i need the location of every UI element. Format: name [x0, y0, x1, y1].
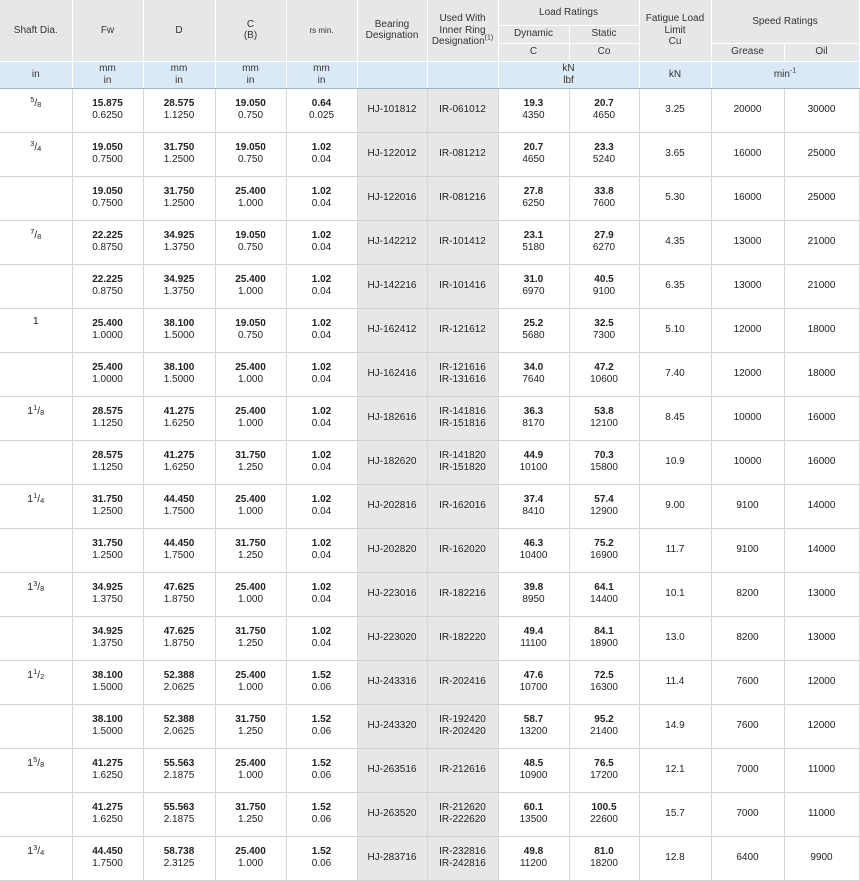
- cell-c: 31.750 1.250: [215, 616, 286, 660]
- cell-c: 25.400 1.000: [215, 264, 286, 308]
- cell-inner-ring: IR-202416: [427, 660, 498, 704]
- cell-inner-ring: IR-182216: [427, 572, 498, 616]
- cell-shaft-dia: 1: [0, 308, 72, 352]
- cell-rs: 1.02 0.04: [286, 176, 357, 220]
- cell-grease: 13000: [711, 220, 784, 264]
- cell-d: 38.100 1.5000: [143, 352, 215, 396]
- cell-fw: 15.875 0.6250: [72, 88, 143, 132]
- header-bearing-designation: Bearing Designation: [357, 0, 427, 61]
- cell-fatigue: 9.00: [639, 484, 711, 528]
- cell-fatigue: 5.30: [639, 176, 711, 220]
- cell-bearing-designation: HJ-122012: [357, 132, 427, 176]
- cell-rs: 1.02 0.04: [286, 396, 357, 440]
- table-row: [0, 792, 859, 836]
- cell-static: 27.9 6270: [569, 220, 639, 264]
- cell-shaft-dia: [0, 220, 72, 264]
- cell-oil: 18000: [784, 352, 859, 396]
- cell-grease: 13000: [711, 264, 784, 308]
- cell-grease: 8200: [711, 616, 784, 660]
- cell-static: 53.8 12100: [569, 396, 639, 440]
- cell-rs: 1.52 0.06: [286, 836, 357, 880]
- cell-rs: 1.02 0.04: [286, 220, 357, 264]
- cell-oil: 9900: [784, 836, 859, 880]
- cell-d: 52.388 2.0625: [143, 704, 215, 748]
- cell-shaft-dia: [0, 704, 72, 748]
- cell-c: 31.750 1.250: [215, 440, 286, 484]
- cell-fw: 28.575 1.1250: [72, 440, 143, 484]
- cell-fw: 31.750 1.2500: [72, 484, 143, 528]
- cell-shaft-dia: $1^1/4$: [0, 484, 72, 528]
- cell-dynamic: 23.1 5180: [498, 220, 569, 264]
- cell-dynamic: 46.3 10400: [498, 528, 569, 572]
- cell-c: 31.750 1.250: [215, 792, 286, 836]
- table-row: [0, 484, 859, 528]
- table-body: [0, 88, 859, 880]
- cell-d: 47.625 1.8750: [143, 616, 215, 660]
- cell-static: 32.5 7300: [569, 308, 639, 352]
- cell-d: 55.563 2.1875: [143, 792, 215, 836]
- header-grease: Grease: [711, 43, 784, 61]
- cell-rs: 1.02 0.04: [286, 440, 357, 484]
- cell-oil: 21000: [784, 264, 859, 308]
- cell-d: 44.450 1.7500: [143, 484, 215, 528]
- cell-grease: 9100: [711, 484, 784, 528]
- cell-dynamic: 20.7 4650: [498, 132, 569, 176]
- cell-dynamic: 49.8 11200: [498, 836, 569, 880]
- unit-min: $\min^{-1}$: [711, 61, 859, 88]
- cell-dynamic: 48.5 10900: [498, 748, 569, 792]
- cell-shaft-dia: $1^1/8$: [0, 396, 72, 440]
- cell-fw: 22.225 0.8750: [72, 220, 143, 264]
- cell-c: 19.050 0.750: [215, 88, 286, 132]
- header-speed-ratings: Speed Ratings: [711, 0, 859, 43]
- fraction: $^1$/8: [33, 402, 45, 417]
- cell-bearing-designation: HJ-263516: [357, 748, 427, 792]
- cell-d: 55.563 2.1875: [143, 748, 215, 792]
- cell-oil: 21000: [784, 220, 859, 264]
- unit-blank-bearing: [357, 61, 427, 88]
- cell-oil: 16000: [784, 440, 859, 484]
- cell-bearing-designation: HJ-223016: [357, 572, 427, 616]
- cell-dynamic: 36.3 8170: [498, 396, 569, 440]
- cell-oil: 16000: [784, 396, 859, 440]
- cell-c: 19.050 0.750: [215, 308, 286, 352]
- cell-oil: 30000: [784, 88, 859, 132]
- cell-fatigue: 3.65: [639, 132, 711, 176]
- header-fw: Fw: [72, 0, 143, 61]
- table-row: [0, 440, 859, 484]
- cell-rs: 1.52 0.06: [286, 792, 357, 836]
- header-c0: Co: [569, 43, 639, 61]
- cell-fw: 25.400 1.0000: [72, 308, 143, 352]
- unit-kn-lbf: kN lbf: [498, 61, 639, 88]
- unit-mm-in-d: mm in: [143, 61, 215, 88]
- fraction: $^1$/4: [33, 490, 45, 505]
- cell-rs: 1.02 0.04: [286, 264, 357, 308]
- cell-bearing-designation: HJ-243316: [357, 660, 427, 704]
- cell-inner-ring: IR-081212: [427, 132, 498, 176]
- cell-fw: 38.100 1.5000: [72, 704, 143, 748]
- cell-bearing-designation: HJ-243320: [357, 704, 427, 748]
- cell-fatigue: 15.7: [639, 792, 711, 836]
- table-row: [0, 616, 859, 660]
- cell-bearing-designation: HJ-182620: [357, 440, 427, 484]
- unit-blank-inner: [427, 61, 498, 88]
- cell-grease: 6400: [711, 836, 784, 880]
- cell-grease: 7000: [711, 792, 784, 836]
- cell-inner-ring: IR-162016: [427, 484, 498, 528]
- table-row: [0, 396, 859, 440]
- cell-shaft-dia: [0, 176, 72, 220]
- cell-bearing-designation: HJ-263520: [357, 792, 427, 836]
- cell-oil: 25000: [784, 132, 859, 176]
- cell-static: 70.3 15800: [569, 440, 639, 484]
- header-oil: Oil: [784, 43, 859, 61]
- cell-fw: 44.450 1.7500: [72, 836, 143, 880]
- cell-static: 81.0 18200: [569, 836, 639, 880]
- fraction: $^3$/4: [33, 842, 45, 857]
- table-row: [0, 572, 859, 616]
- cell-inner-ring: IR-162020: [427, 528, 498, 572]
- cell-c: 31.750 1.250: [215, 704, 286, 748]
- cell-d: 38.100 1.5000: [143, 308, 215, 352]
- cell-dynamic: 25.2 5680: [498, 308, 569, 352]
- table-row: [0, 88, 859, 132]
- cell-bearing-designation: HJ-283716: [357, 836, 427, 880]
- cell-static: 40.5 9100: [569, 264, 639, 308]
- cell-inner-ring: IR-141820 IR-151820: [427, 440, 498, 484]
- cell-d: 52.388 2.0625: [143, 660, 215, 704]
- cell-fw: 19.050 0.7500: [72, 176, 143, 220]
- cell-fatigue: 5.10: [639, 308, 711, 352]
- cell-fw: 34.925 1.3750: [72, 616, 143, 660]
- cell-oil: 18000: [784, 308, 859, 352]
- unit-mm-in-fw: mm in: [72, 61, 143, 88]
- table-row: [0, 660, 859, 704]
- cell-fatigue: 11.7: [639, 528, 711, 572]
- cell-inner-ring: IR-182220: [427, 616, 498, 660]
- cell-inner-ring: IR-121616 IR-131616: [427, 352, 498, 396]
- cell-fatigue: 10.9: [639, 440, 711, 484]
- cell-oil: 13000: [784, 616, 859, 660]
- cell-dynamic: 60.1 13500: [498, 792, 569, 836]
- unit-in: in: [0, 61, 72, 88]
- fraction: $^5$/8: [33, 754, 45, 769]
- header-d: D: [143, 0, 215, 61]
- cell-rs: 1.02 0.04: [286, 528, 357, 572]
- header-c-b: C (B): [215, 0, 286, 61]
- cell-grease: 8200: [711, 572, 784, 616]
- cell-dynamic: 58.7 13200: [498, 704, 569, 748]
- cell-shaft-dia: $1^5/8$: [0, 748, 72, 792]
- cell-bearing-designation: HJ-122016: [357, 176, 427, 220]
- header-static: Static: [569, 25, 639, 43]
- cell-inner-ring: IR-121612: [427, 308, 498, 352]
- cell-bearing-designation: HJ-182616: [357, 396, 427, 440]
- cell-d: 31.750 1.2500: [143, 132, 215, 176]
- cell-rs: 1.02 0.04: [286, 308, 357, 352]
- table-row: [0, 704, 859, 748]
- cell-rs: 1.02 0.04: [286, 616, 357, 660]
- cell-shaft-dia: $1^1/2$: [0, 660, 72, 704]
- cell-shaft-dia: [0, 616, 72, 660]
- header-shaft: Shaft Dia.: [0, 0, 72, 61]
- cell-fw: 25.400 1.0000: [72, 352, 143, 396]
- cell-bearing-designation: HJ-223020: [357, 616, 427, 660]
- header-dynamic: Dynamic: [498, 25, 569, 43]
- cell-bearing-designation: HJ-162412: [357, 308, 427, 352]
- cell-static: 75.2 16900: [569, 528, 639, 572]
- cell-c: 25.400 1.000: [215, 396, 286, 440]
- cell-oil: 25000: [784, 176, 859, 220]
- cell-c: 25.400 1.000: [215, 352, 286, 396]
- cell-grease: 9100: [711, 528, 784, 572]
- cell-dynamic: 47.6 10700: [498, 660, 569, 704]
- cell-static: 95.2 21400: [569, 704, 639, 748]
- cell-dynamic: 39.8 8950: [498, 572, 569, 616]
- cell-oil: 14000: [784, 528, 859, 572]
- cell-inner-ring: IR-141816 IR-151816: [427, 396, 498, 440]
- cell-fw: 19.050 0.7500: [72, 132, 143, 176]
- unit-mm-in-c: mm in: [215, 61, 286, 88]
- cell-dynamic: 44.9 10100: [498, 440, 569, 484]
- cell-rs: 1.02 0.04: [286, 352, 357, 396]
- cell-static: 23.3 5240: [569, 132, 639, 176]
- cell-static: 72.5 16300: [569, 660, 639, 704]
- cell-grease: 7000: [711, 748, 784, 792]
- cell-fatigue: 6.35: [639, 264, 711, 308]
- cell-inner-ring: IR-192420 IR-202420: [427, 704, 498, 748]
- cell-fatigue: 4.35: [639, 220, 711, 264]
- fraction: $^7$/8: [30, 226, 42, 241]
- cell-fatigue: 14.9: [639, 704, 711, 748]
- header-rs: rs min.: [286, 0, 357, 61]
- cell-oil: 12000: [784, 660, 859, 704]
- cell-inner-ring: IR-101412: [427, 220, 498, 264]
- cell-fatigue: 3.25: [639, 88, 711, 132]
- cell-rs: 1.52 0.06: [286, 748, 357, 792]
- cell-fatigue: 8.45: [639, 396, 711, 440]
- header-c: C: [498, 43, 569, 61]
- cell-shaft-dia: [0, 792, 72, 836]
- cell-grease: 12000: [711, 352, 784, 396]
- cell-fw: 38.100 1.5000: [72, 660, 143, 704]
- cell-static: 47.2 10600: [569, 352, 639, 396]
- cell-inner-ring: IR-212616: [427, 748, 498, 792]
- cell-fatigue: 12.1: [639, 748, 711, 792]
- cell-bearing-designation: HJ-202816: [357, 484, 427, 528]
- table-row: [0, 176, 859, 220]
- cell-fw: 34.925 1.3750: [72, 572, 143, 616]
- header-load-ratings: Load Ratings: [498, 0, 639, 25]
- cell-rs: 1.02 0.04: [286, 572, 357, 616]
- header-inner-ring: Used With Inner Ring Designation$^{(1)}$: [427, 0, 498, 61]
- cell-grease: 16000: [711, 176, 784, 220]
- cell-fatigue: 13.0: [639, 616, 711, 660]
- fraction: $^3$/8: [33, 578, 45, 593]
- cell-static: 100.5 22600: [569, 792, 639, 836]
- cell-grease: 16000: [711, 132, 784, 176]
- unit-kn: kN: [639, 61, 711, 88]
- cell-bearing-designation: HJ-142212: [357, 220, 427, 264]
- cell-rs: 1.52 0.06: [286, 660, 357, 704]
- cell-dynamic: 34.0 7640: [498, 352, 569, 396]
- cell-dynamic: 49.4 11100: [498, 616, 569, 660]
- cell-fatigue: 11.4: [639, 660, 711, 704]
- fraction: $^1$/2: [33, 666, 45, 681]
- cell-grease: 10000: [711, 396, 784, 440]
- cell-fatigue: 10.1: [639, 572, 711, 616]
- cell-rs: 1.52 0.06: [286, 704, 357, 748]
- cell-oil: 11000: [784, 748, 859, 792]
- cell-fw: 22.225 0.8750: [72, 264, 143, 308]
- cell-oil: 14000: [784, 484, 859, 528]
- cell-fw: 41.275 1.6250: [72, 792, 143, 836]
- cell-c: 25.400 1.000: [215, 660, 286, 704]
- cell-dynamic: 37.4 8410: [498, 484, 569, 528]
- cell-bearing-designation: HJ-101812: [357, 88, 427, 132]
- cell-d: 44.450 1.7500: [143, 528, 215, 572]
- table-row: [0, 528, 859, 572]
- cell-c: 25.400 1.000: [215, 836, 286, 880]
- cell-d: 34.925 1.3750: [143, 220, 215, 264]
- cell-grease: 20000: [711, 88, 784, 132]
- cell-grease: 7600: [711, 660, 784, 704]
- cell-d: 31.750 1.2500: [143, 176, 215, 220]
- cell-d: 47.625 1.8750: [143, 572, 215, 616]
- cell-rs: 0.64 0.025: [286, 88, 357, 132]
- table-row: [0, 264, 859, 308]
- cell-dynamic: 27.8 6250: [498, 176, 569, 220]
- cell-oil: 11000: [784, 792, 859, 836]
- cell-shaft-dia: $1^3/4$: [0, 836, 72, 880]
- cell-d: 58.738 2.3125: [143, 836, 215, 880]
- cell-static: 64.1 14400: [569, 572, 639, 616]
- cell-c: 25.400 1.000: [215, 748, 286, 792]
- table-row: [0, 748, 859, 792]
- cell-grease: 12000: [711, 308, 784, 352]
- cell-shaft-dia: [0, 440, 72, 484]
- cell-bearing-designation: HJ-202820: [357, 528, 427, 572]
- cell-fw: 41.275 1.6250: [72, 748, 143, 792]
- cell-bearing-designation: HJ-142216: [357, 264, 427, 308]
- fraction: $^3$/4: [30, 138, 42, 153]
- cell-static: 20.7 4650: [569, 88, 639, 132]
- cell-inner-ring: IR-212620 IR-222620: [427, 792, 498, 836]
- cell-inner-ring: IR-061012: [427, 88, 498, 132]
- cell-shaft-dia: [0, 132, 72, 176]
- cell-inner-ring: IR-232816 IR-242816: [427, 836, 498, 880]
- cell-inner-ring: IR-101416: [427, 264, 498, 308]
- table-row: [0, 220, 859, 264]
- cell-c: 25.400 1.000: [215, 572, 286, 616]
- cell-shaft-dia: [0, 264, 72, 308]
- cell-grease: 10000: [711, 440, 784, 484]
- cell-fatigue: 7.40: [639, 352, 711, 396]
- cell-c: 25.400 1.000: [215, 484, 286, 528]
- table-row: [0, 308, 859, 352]
- table-row: [0, 352, 859, 396]
- cell-static: 57.4 12900: [569, 484, 639, 528]
- cell-static: 84.1 18900: [569, 616, 639, 660]
- cell-fatigue: 12.8: [639, 836, 711, 880]
- cell-c: 31.750 1.250: [215, 528, 286, 572]
- cell-oil: 13000: [784, 572, 859, 616]
- cell-d: 28.575 1.1250: [143, 88, 215, 132]
- fraction: $^5$/8: [30, 94, 42, 109]
- cell-rs: 1.02 0.04: [286, 484, 357, 528]
- cell-shaft-dia: [0, 88, 72, 132]
- cell-d: 41.275 1.6250: [143, 396, 215, 440]
- cell-shaft-dia: $1^3/8$: [0, 572, 72, 616]
- cell-shaft-dia: [0, 528, 72, 572]
- cell-oil: 12000: [784, 704, 859, 748]
- cell-inner-ring: IR-081216: [427, 176, 498, 220]
- cell-static: 76.5 17200: [569, 748, 639, 792]
- cell-rs: 1.02 0.04: [286, 132, 357, 176]
- cell-c: 19.050 0.750: [215, 220, 286, 264]
- cell-d: 41.275 1.6250: [143, 440, 215, 484]
- table-row: [0, 132, 859, 176]
- cell-grease: 7600: [711, 704, 784, 748]
- cell-static: 33.8 7600: [569, 176, 639, 220]
- cell-dynamic: 31.0 6970: [498, 264, 569, 308]
- cell-fw: 28.575 1.1250: [72, 396, 143, 440]
- cell-d: 34.925 1.3750: [143, 264, 215, 308]
- cell-dynamic: 19.3 4350: [498, 88, 569, 132]
- cell-shaft-dia: [0, 352, 72, 396]
- table-row: [0, 836, 859, 880]
- unit-mm-in-rs: mm in: [286, 61, 357, 88]
- cell-fw: 31.750 1.2500: [72, 528, 143, 572]
- cell-c: 25.400 1.000: [215, 176, 286, 220]
- cell-bearing-designation: HJ-162416: [357, 352, 427, 396]
- header-fatigue: Fatigue Load Limit Cu: [639, 0, 711, 61]
- cell-c: 19.050 0.750: [215, 132, 286, 176]
